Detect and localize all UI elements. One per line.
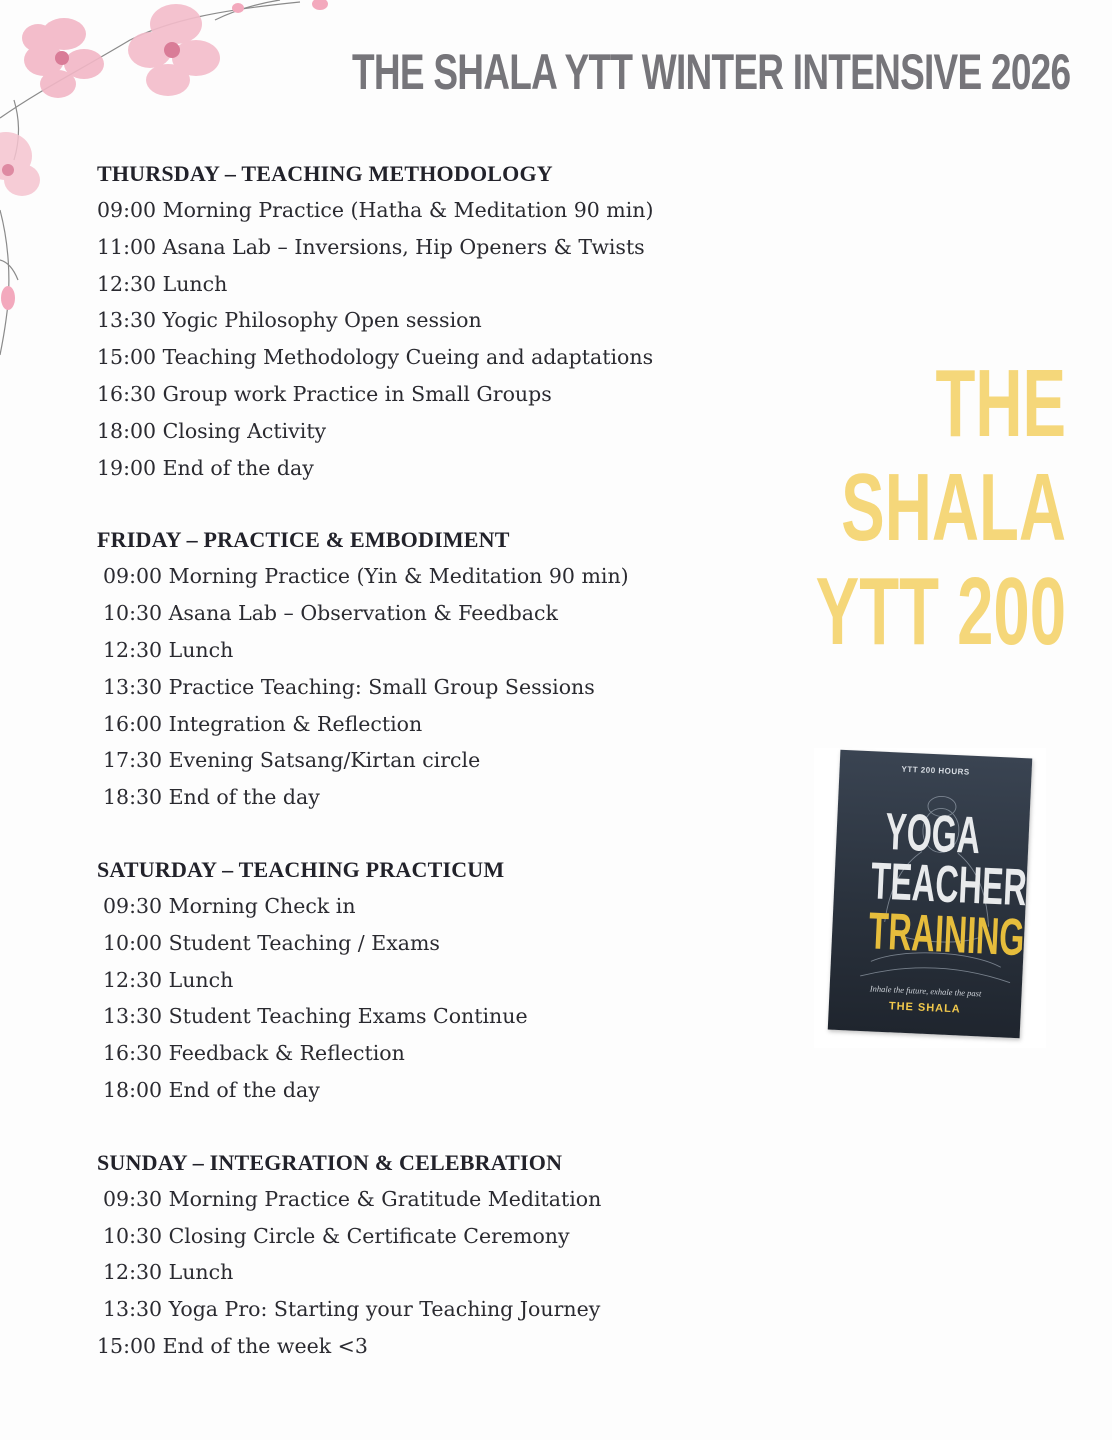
schedule-entry: 10:30 Closing Circle & Certificate Ceremony — [103, 1223, 570, 1248]
book-quote: Inhale the future, exhale the past — [869, 983, 982, 999]
book-cover — [828, 750, 1033, 1038]
day-title: SUNDAY – INTEGRATION & CELEBRATION — [97, 1149, 563, 1175]
schedule-entry: 09:00 Morning Practice (Yin & Meditation 90 min) — [103, 564, 629, 589]
day-section-thursday — [97, 156, 777, 486]
schedule-entry: 12:30 Lunch — [97, 271, 228, 296]
book-brand: THE SHALA — [888, 1000, 962, 1016]
schedule-entry: 10:30 Asana Lab – Observation & Feedback — [103, 601, 558, 626]
schedule-entry: 09:30 Morning Practice & Gratitude Meditation — [103, 1186, 602, 1211]
schedule-entry: 19:00 End of the day — [97, 455, 314, 480]
schedule-entry: 18:00 Closing Activity — [97, 418, 327, 443]
schedule-entry: 16:30 Group work Practice in Small Groups — [97, 381, 552, 406]
day-title: SATURDAY – TEACHING PRACTICUM — [97, 856, 505, 882]
day-title: THURSDAY – TEACHING METHODOLOGY — [97, 161, 553, 186]
schedule-entry: 12:30 Lunch — [103, 637, 234, 662]
day-title: FRIDAY – PRACTICE & EMBODIMENT — [97, 527, 510, 553]
blossom-flower-2 — [128, 4, 220, 96]
blossom-flower-1 — [22, 18, 104, 98]
schedule-entry: 13:30 Practice Teaching: Small Group Sessions — [103, 674, 595, 699]
schedule-entry: 18:00 End of the day — [103, 1077, 320, 1102]
day-section-sunday — [97, 1145, 777, 1365]
schedule-entry: 12:30 Lunch — [103, 967, 234, 992]
schedule-entry: 09:30 Morning Check in — [103, 893, 356, 918]
side-title — [794, 352, 1066, 664]
schedule-entry: 17:30 Evening Satsang/Kirtan circle — [103, 748, 481, 773]
book-top-label: YTT 200 HOURS — [901, 764, 970, 777]
day-section-saturday — [97, 852, 777, 1109]
schedule-entry: 13:30 Yoga Pro: Starting your Teaching Journey — [103, 1297, 601, 1322]
schedule-entry: 15:00 End of the week <3 — [97, 1333, 368, 1358]
page-title: THE SHALA YTT WINTER INTENSIVE 2026 — [352, 44, 1071, 100]
book-cover-image — [814, 748, 1046, 1048]
side-title-line: YTT 200 — [815, 558, 1066, 665]
blossom-flower-3 — [0, 132, 40, 196]
schedule-entry: 09:00 Morning Practice (Hatha & Meditation 90 min) — [97, 198, 654, 222]
schedule-entry: 16:00 Integration & Reflection — [103, 711, 423, 736]
side-title-line: SHALA — [841, 454, 1066, 561]
book-title-line: TEACHER — [869, 852, 1028, 918]
schedule-entry: 12:30 Lunch — [103, 1260, 234, 1285]
schedule-entry: 13:30 Yogic Philosophy Open session — [97, 308, 482, 333]
book-title-line: YOGA — [883, 802, 982, 866]
schedule-entry: 18:30 End of the day — [103, 785, 320, 810]
schedule — [97, 156, 777, 1401]
schedule-entry: 15:00 Teaching Methodology Cueing and adaptations — [97, 345, 654, 370]
book-title-line: TRAINING — [867, 902, 1026, 968]
schedule-entry: 11:00 Asana Lab – Inversions, Hip Openers & Twists — [97, 234, 645, 259]
schedule-entry: 10:00 Student Teaching / Exams — [103, 930, 440, 955]
side-title-line: THE — [935, 350, 1066, 457]
schedule-entry: 13:30 Student Teaching Exams Continue — [103, 1004, 528, 1029]
day-section-friday — [97, 522, 777, 816]
schedule-entry: 16:30 Feedback & Reflection — [103, 1041, 405, 1066]
